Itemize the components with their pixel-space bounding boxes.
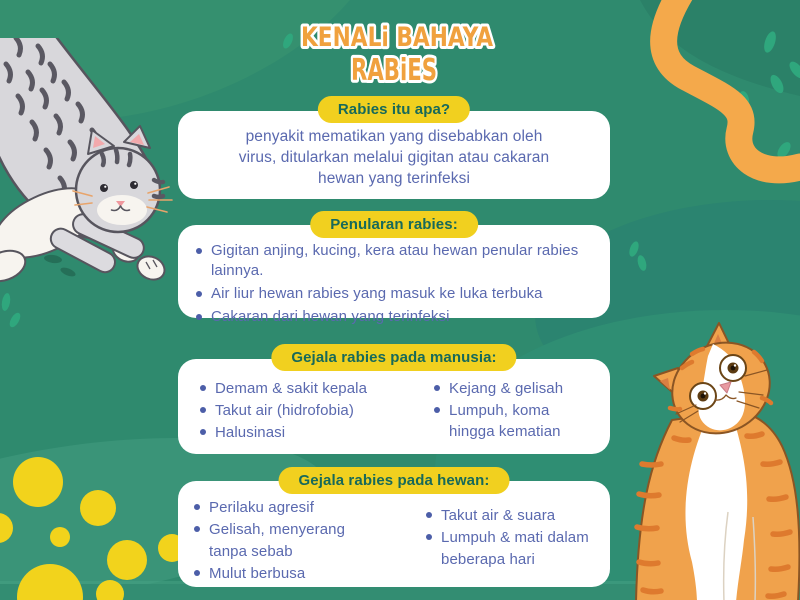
list-item: Air liur hewan rabies yang masuk ke luka terbuka: [194, 284, 596, 304]
list-item: Demam & sakit kepala: [198, 378, 432, 399]
title-line-1: KENALi BAHAYA: [301, 22, 494, 53]
pill-label: Gejala rabies pada manusia:: [291, 349, 497, 366]
list-item: Gelisah, menyerang tanpa sebab: [192, 519, 379, 563]
pill-label: Gejala rabies pada hewan:: [298, 472, 490, 489]
definition-line-1: penyakit mematikan yang disebabkan oleh: [245, 128, 543, 145]
poster-title: [190, 10, 604, 95]
header-pill-transmission: [310, 211, 478, 238]
list-item: Perilaku agresif: [192, 497, 379, 519]
card-symptoms-humans: [178, 359, 610, 454]
card-symptoms-animals: [178, 481, 610, 587]
animal-symptoms-left-list: [192, 497, 424, 585]
list-item: Mulut berbusa: [192, 563, 379, 585]
card-what-is-rabies: [178, 111, 610, 199]
definition-line-3: hewan yang terinfeksi: [317, 170, 471, 187]
list-item: Takut air & suara: [424, 505, 596, 527]
header-pill-symptoms-humans: [271, 344, 516, 371]
header-pill-what-is-rabies: [318, 96, 470, 123]
list-item: Cakaran dari hewan yang terinfeksi: [194, 307, 596, 327]
list-item: Kejang & gelisah: [432, 378, 597, 399]
pill-label: Rabies itu apa?: [337, 101, 451, 118]
orange-cat-illustration: [612, 312, 800, 600]
transmission-list: [194, 241, 596, 327]
orange-squiggle-decoration: [612, 0, 800, 200]
list-item: Lumpuh, koma hingga kematian: [432, 400, 597, 442]
card-transmission: [178, 225, 610, 325]
list-item: Lumpuh & mati dalam beberapa hari: [424, 527, 596, 571]
human-symptoms-left-list: [198, 378, 432, 444]
gray-cat-illustration: [0, 38, 180, 300]
pill-label: Penularan rabies:: [330, 216, 458, 233]
list-item: Takut air (hidrofobia): [198, 400, 432, 421]
list-item: Halusinasi: [198, 422, 432, 443]
animal-symptoms-right-list: [424, 505, 596, 585]
list-item: Gigitan anjing, kucing, kera atau hewan penular rabies lainnya.: [194, 241, 596, 281]
header-pill-symptoms-animals: [279, 467, 510, 494]
definition-line-2: virus, ditularkan melalui gigitan atau cakaran: [238, 149, 550, 166]
title-line-2: RABiES: [351, 53, 437, 88]
human-symptoms-right-list: [432, 378, 597, 444]
